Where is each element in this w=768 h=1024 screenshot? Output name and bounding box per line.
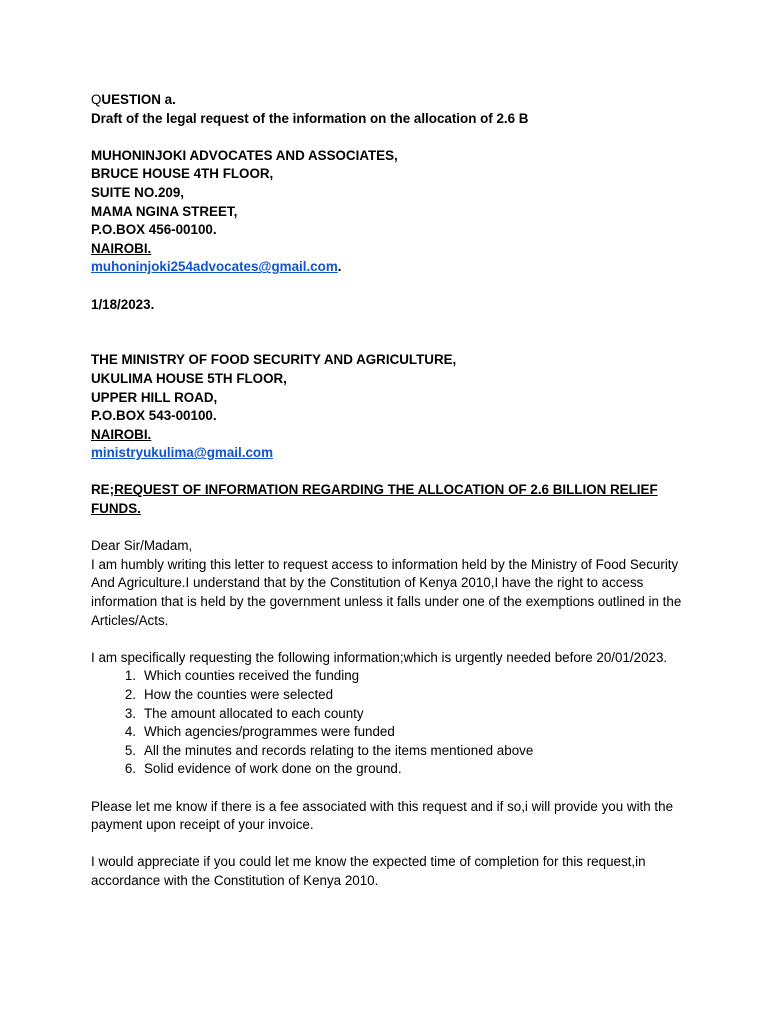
list-item [91, 667, 691, 686]
subject-prefix: RE; [91, 482, 115, 498]
list-item [91, 705, 691, 724]
subject-text: REQUEST OF INFORMATION REGARDING THE ALLOCATION OF 2.6 BILLION RELIEF FUNDS. [91, 482, 658, 517]
list-item-number: 6. [124, 761, 136, 777]
list-item-text: Which agencies/programmes were funded [144, 724, 395, 740]
sender-email-line [91, 258, 691, 277]
letter-date: 1/18/2023. [91, 296, 155, 312]
fee-paragraph: Please let me know if there is a fee associated with this request and if so,i will provide you with the payment upon receipt of your invoice. [91, 798, 674, 833]
sender-line: SUITE NO.209, [91, 184, 185, 200]
sender-line: MUHONINJOKI ADVOCATES AND ASSOCIATES, [91, 147, 398, 163]
sender-line: BRUCE HOUSE 4TH FLOOR, [91, 166, 274, 182]
recipient-line: THE MINISTRY OF FOOD SECURITY AND AGRICULTURE, [91, 352, 457, 368]
list-item-text: Solid evidence of work done on the ground. [144, 761, 402, 777]
recipient-line: UPPER HILL ROAD, [91, 389, 218, 405]
list-item [91, 686, 691, 705]
intro-paragraph: I am humbly writing this letter to request access to information held by the Ministry of Food Security And Agriculture.I understand that by the Constitution of Kenya 2010,I have the right to access information that is held by the government unless it falls under one of the exemptions outlined in the Articles/Acts. [91, 556, 682, 628]
list-item [91, 760, 691, 779]
sender-email-link[interactable]: muhoninjoki254advocates@gmail.com [91, 259, 338, 275]
question-label: UESTION a. [101, 92, 176, 107]
sender-city: NAIROBI. [91, 240, 152, 256]
recipient-email-link[interactable]: ministryukulima@gmail.com [91, 445, 273, 461]
list-item-number: 2. [124, 687, 136, 702]
list-item-number: 1. [124, 668, 136, 684]
list-item-text: How the counties were selected [144, 687, 334, 702]
recipient-line: UKULIMA HOUSE 5TH FLOOR, [91, 370, 287, 386]
salutation: Dear Sir/Madam, [91, 538, 193, 554]
list-item-text: Which counties received the funding [144, 668, 360, 684]
list-item [91, 742, 691, 761]
letter-body [91, 91, 691, 891]
draft-title: Draft of the legal request of the information on the allocation of 2.6 B [91, 110, 529, 126]
list-item-number: 5. [124, 742, 136, 758]
recipient-address [91, 351, 691, 463]
recipient-city: NAIROBI. [91, 426, 152, 442]
list-item-number: 4. [124, 724, 136, 740]
list-item-text: All the minutes and records relating to the items mentioned above [144, 742, 534, 758]
sender-email-suffix: . [337, 259, 342, 275]
list-item [91, 723, 691, 742]
list-item-text: The amount allocated to each county [144, 705, 364, 721]
request-list [91, 667, 691, 779]
recipient-email-line [91, 444, 691, 463]
request-intro: I am specifically requesting the following information;which is urgently needed before 20/01/2023. [91, 649, 668, 665]
question-heading [91, 91, 691, 110]
sender-line: P.O.BOX 456-00100. [91, 222, 217, 238]
sender-address [91, 147, 691, 277]
question-first-letter: Q [91, 92, 102, 107]
subject-line [91, 481, 691, 518]
sender-line: MAMA NGINA STREET, [91, 203, 238, 219]
completion-paragraph: I would appreciate if you could let me know the expected time of completion for this request,in accordance with the Constitution of Kenya 2010. [91, 854, 646, 888]
list-item-number: 3. [124, 705, 136, 721]
recipient-line: P.O.BOX 543-00100. [91, 408, 217, 424]
